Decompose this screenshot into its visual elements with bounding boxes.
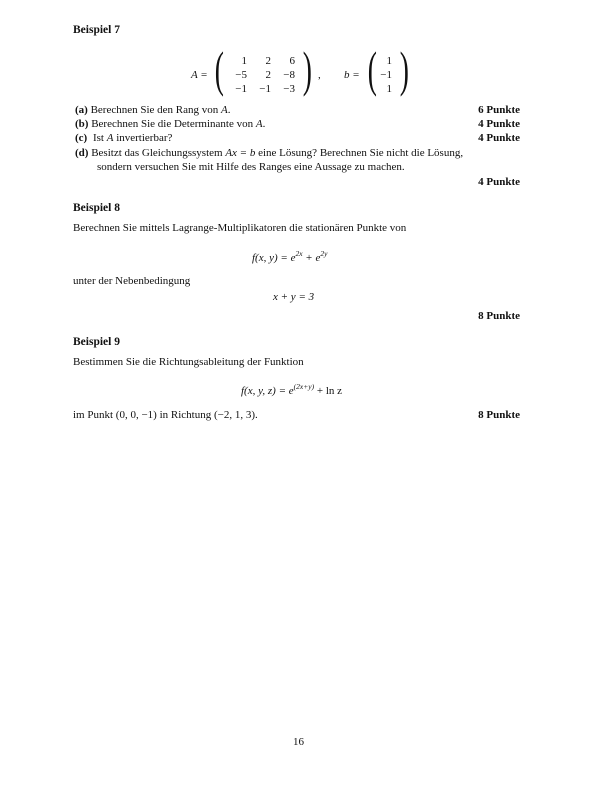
item-var: A — [255, 118, 263, 130]
page-number: 16 — [293, 736, 304, 748]
ex7-item-b — [75, 118, 265, 130]
formula-part: + e — [302, 252, 321, 264]
item-text-end: . — [262, 118, 266, 130]
item-text-end: . — [227, 104, 231, 116]
ex7-item-c — [75, 132, 172, 144]
matrix-a-cell: −3 — [283, 83, 295, 95]
item-label: (b) — [75, 118, 89, 130]
formula-exponent: 2y — [320, 249, 328, 258]
item-text: Ist — [92, 132, 107, 144]
item-var: A — [221, 104, 228, 116]
matrix-a-cell: 1 — [241, 55, 247, 67]
formula-part: f(x, y, z) = e — [241, 385, 294, 397]
vector-b-label: b = — [344, 69, 360, 81]
ex9-points: 8 Punkte — [478, 409, 520, 421]
matrix-a-cell: −8 — [283, 69, 295, 81]
vector-b: ( ) 1 −1 1 — [367, 41, 409, 97]
matrix-a-cell: 2 — [265, 69, 271, 81]
ex9-point-text: im Punkt (0, 0, −1) in Richtung (−2, 1, 3). — [73, 409, 258, 421]
item-text-end: invertierbar? — [113, 132, 173, 144]
item-text: Berechnen Sie den Rang von — [90, 104, 222, 116]
matrix-a-cell: −1 — [235, 83, 247, 95]
item-equation: Ax = b — [225, 147, 256, 159]
item-label: (c) — [75, 132, 88, 144]
ex9-text: Bestimmen Sie die Richtungsableitung der Funktion — [73, 356, 304, 368]
matrix-comma: , — [318, 69, 321, 81]
ex7-item-d — [75, 147, 463, 159]
item-label: (a) — [75, 104, 88, 116]
ex7-item-c-points: 4 Punkte — [478, 132, 520, 144]
formula-exponent: 2x — [295, 249, 303, 258]
item-text-end: eine Lösung? Berechnen Sie nicht die Lösung, — [255, 147, 464, 159]
ex7-heading: Beispiel 7 — [73, 24, 120, 36]
ex8-constraint-text: unter der Nebenbedingung — [73, 275, 191, 287]
vector-b-cell: 1 — [386, 83, 392, 95]
vector-b-cell: −1 — [380, 69, 392, 81]
ex7-item-b-points: 4 Punkte — [478, 118, 520, 130]
item-text: Berechnen Sie die Determinante von — [91, 118, 256, 130]
ex7-item-a — [75, 104, 231, 116]
ex9-formula — [241, 382, 342, 397]
matrix-a-cell: 6 — [289, 55, 295, 67]
ex8-heading: Beispiel 8 — [73, 202, 120, 214]
ex7-item-a-points: 6 Punkte — [478, 104, 520, 116]
ex9-heading: Beispiel 9 — [73, 336, 120, 348]
ex8-text: Berechnen Sie mittels Lagrange-Multiplikatoren die stationären Punkte von — [73, 222, 407, 234]
matrix-a-cell: 2 — [265, 55, 271, 67]
ex8-formula — [252, 249, 327, 264]
item-text: Besitzt das Gleichungssystem — [91, 147, 226, 159]
ex7-item-d-line2: sondern versuchen Sie mit Hilfe des Ranges eine Aussage zu machen. — [97, 161, 405, 173]
matrix-a-cell: −5 — [235, 69, 247, 81]
item-var: A — [106, 132, 114, 144]
matrix-a-label: A = — [191, 69, 208, 81]
formula-exponent: (2x+y) — [293, 382, 315, 391]
ex7-item-d-points: 4 Punkte — [478, 176, 520, 188]
formula-part: f(x, y) = e — [252, 252, 296, 264]
vector-b-cell: 1 — [386, 55, 392, 67]
matrix-a-cell: −1 — [259, 83, 271, 95]
formula-part: + ln z — [314, 385, 343, 397]
ex8-constraint: x + y = 3 — [273, 291, 315, 303]
matrix-a: ( ) 1 2 6 −5 2 −8 −1 −1 −3 — [214, 41, 312, 97]
item-label: (d) — [75, 147, 89, 159]
ex8-points: 8 Punkte — [478, 310, 520, 322]
